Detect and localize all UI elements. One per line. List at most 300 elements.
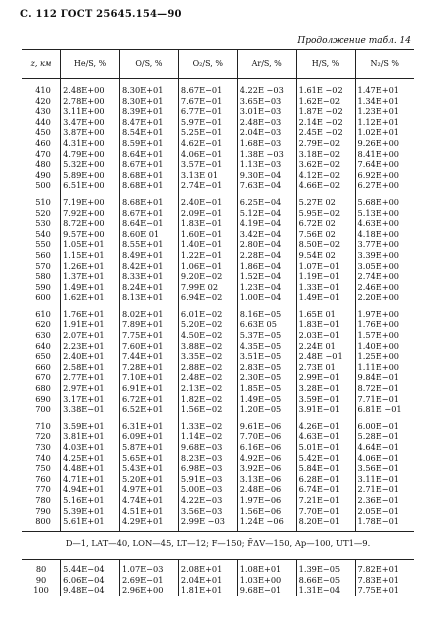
value-cell: 1.12E+01 [355,117,414,128]
value-cell: 1.61E −02 [296,79,355,96]
value-cell: 1.11E+00 [355,362,414,373]
value-cell: 5.61E+01 [61,516,120,531]
value-cell: 4.18E+00 [355,229,414,240]
value-cell: 2.77E+01 [61,372,120,383]
table-row [22,180,414,191]
value-cell: 2.48E−06 [237,484,296,495]
value-cell: 1.76E+01 [61,303,120,320]
value-cell: 4.19E−04 [237,218,296,229]
value-cell: 2.05E−01 [355,506,414,517]
altitude-cell: 470 [35,148,51,159]
altitude-cell: 530 [35,218,51,229]
gas-composition-table-low-altitude [22,559,414,596]
value-cell: 6.94E−02 [178,292,237,303]
value-cell: 6.91E+01 [119,383,178,394]
value-cell: 2.88E−02 [178,362,237,373]
table-row [22,149,414,160]
value-cell: 5.16E+01 [61,495,120,506]
value-cell: 2.20E+00 [355,292,414,303]
value-cell: 8.55E+01 [119,239,178,250]
value-cell: 2.04E−03 [237,127,296,138]
value-cell: 7.21E−01 [296,495,355,506]
value-cell: 4.97E+01 [119,484,178,495]
value-cell: 2.96E+00 [119,585,178,596]
value-cell: 7.67E−01 [178,96,237,107]
value-cell: 2.99E−01 [296,372,355,383]
value-cell: 2.48E+00 [61,79,120,96]
gas-composition-table [22,49,414,532]
value-cell: 2.74E−01 [178,180,237,191]
value-cell: 6.77E−01 [178,106,237,117]
value-cell: 8.16E−05 [237,303,296,320]
value-cell: 2.09E−01 [178,208,237,219]
value-cell: 7.63E−04 [237,180,296,191]
value-cell: 1.07E−03 [119,560,178,575]
value-cell: 7.89E+01 [119,319,178,330]
value-cell: 1.08E+01 [237,560,296,575]
value-cell: 4.31E+00 [61,138,120,149]
value-cell: 4.62E−01 [178,138,237,149]
value-cell: 1.05E+01 [61,239,120,250]
value-cell: 6.72E+01 [119,394,178,405]
altitude-cell: 670 [35,372,51,383]
value-cell: 1.60E−01 [178,229,237,240]
altitude-cell: 620 [35,319,51,330]
altitude-cell: 590 [35,281,51,292]
value-cell: 1.47E+01 [355,79,414,96]
column-header: Ar/S, % [237,50,296,79]
value-cell: 1.33E−01 [296,282,355,293]
value-cell: 3.11E−01 [355,474,414,485]
value-cell: 8.41E+00 [355,149,414,160]
value-cell: 6.09E+01 [119,431,178,442]
altitude-cell: 450 [35,127,51,138]
value-cell: 7.70E−06 [237,431,296,442]
value-cell: 3.38E−01 [61,404,120,415]
value-cell: 6.74E−01 [296,484,355,495]
value-cell: 2.48E−02 [178,372,237,383]
value-cell: 6.31E+01 [119,415,178,432]
value-cell: 3.92E−06 [237,463,296,474]
altitude-cell: 560 [35,249,51,260]
value-cell: 1.14E−02 [178,431,237,442]
altitude-cell: 760 [35,473,51,484]
value-cell: 6.81E −01 [355,404,414,415]
value-cell: 1.39E−05 [296,560,355,575]
altitude-cell: 650 [35,351,51,362]
table-row [22,394,414,405]
value-cell: 1.40E+00 [355,341,414,352]
table-row [22,303,414,320]
column-header: He/S, % [61,50,120,79]
table-row [22,442,414,453]
value-cell: 8.66E−05 [296,575,355,586]
altitude-cell: 790 [35,505,51,516]
value-cell: 8.68E+01 [119,191,178,208]
table-row [22,585,414,596]
table-row [22,330,414,341]
value-cell: 1.20E−05 [237,404,296,415]
value-cell: 1.25E+00 [355,351,414,362]
value-cell: 2.24E 01 [296,341,355,352]
value-cell: 7.71E−01 [355,394,414,405]
altitude-cell: 90 [35,574,47,585]
value-cell: 8.64E+01 [119,149,178,160]
value-cell: 1.83E−01 [178,218,237,229]
value-cell: 2.73E 01 [296,362,355,373]
table-row [22,463,414,474]
value-cell: 2.30E−05 [237,372,296,383]
value-cell: 3.01E−03 [237,106,296,117]
value-cell: 2.80E−04 [237,239,296,250]
table-row [22,239,414,250]
value-cell: 1.87E −02 [296,106,355,117]
value-cell: 2.99E −03 [178,516,237,531]
value-cell: 8.23E−03 [178,453,237,464]
table-row [22,292,414,303]
value-cell: 6.16E−06 [237,442,296,453]
altitude-cell: 630 [35,330,51,341]
value-cell: 8.64E−01 [119,218,178,229]
value-cell: 4.64E−01 [355,442,414,453]
value-cell: 4.22E−03 [178,495,237,506]
altitude-cell: 600 [35,292,51,303]
table-row [22,560,414,575]
value-cell: 1.23E+01 [355,106,414,117]
column-header: O₂/S, % [178,50,237,79]
value-cell: 9.20E−02 [178,271,237,282]
value-cell: 3.59E−01 [296,394,355,405]
table-header-row [22,50,414,79]
value-cell: 4.06E−01 [355,453,414,464]
value-cell: 8.39E+01 [119,106,178,117]
value-cell: 2.13E−02 [178,383,237,394]
column-header: O/S, % [119,50,178,79]
value-cell: 8.20E−01 [296,516,355,531]
value-cell: 1.57E+00 [355,330,414,341]
value-cell: 3.18E−02 [296,149,355,160]
value-cell: 8.68E+01 [119,170,178,181]
value-cell: 1.02E+01 [355,127,414,138]
value-cell: 4.22E −03 [237,79,296,96]
table-row [22,208,414,219]
altitude-cell: 660 [35,361,51,372]
column-header: z, км [22,50,61,79]
value-cell: 1.83E−01 [296,319,355,330]
value-cell: 1.97E+00 [355,303,414,320]
value-cell: 3.39E+00 [355,250,414,261]
value-cell: 1.40E−01 [178,239,237,250]
value-cell: 5.43E+01 [119,463,178,474]
table-row [22,495,414,506]
value-cell: 3.05E+00 [355,261,414,272]
value-cell: 1.49E−01 [296,292,355,303]
value-cell: 5.91E−03 [178,474,237,485]
altitude-cell: 440 [35,116,51,127]
value-cell: 4.29E+01 [119,516,178,531]
value-cell: 8.02E+01 [119,303,178,320]
altitude-cell: 710 [35,420,51,431]
value-cell: 4.25E+01 [61,453,120,464]
value-cell: 8.30E+01 [119,79,178,96]
value-cell: 4.63E+00 [355,218,414,229]
value-cell: 1.22E−01 [178,250,237,261]
value-cell: 6.27E+00 [355,180,414,191]
value-cell: 7.99E 02 [178,282,237,293]
value-cell: 9.84E−01 [355,372,414,383]
value-cell: 7.75E+01 [355,585,414,596]
value-cell: 2.40E−01 [178,191,237,208]
value-cell: 7.70E−01 [296,506,355,517]
column-header: N₂/S % [355,50,414,79]
table-row [22,79,414,96]
value-cell: 3.59E+01 [61,415,120,432]
value-cell: 8.54E+01 [119,127,178,138]
value-cell: 2.03E−01 [296,330,355,341]
value-cell: 5.87E+01 [119,442,178,453]
table-row [22,415,414,432]
altitude-cell: 690 [35,393,51,404]
page-number: С. 112 [20,9,57,20]
table-row [22,96,414,107]
table-row [22,229,414,240]
value-cell: 3.56E−01 [355,463,414,474]
altitude-cell: 740 [35,452,51,463]
value-cell: 7.83E+01 [355,575,414,586]
value-cell: 4.74E+01 [119,495,178,506]
value-cell: 5.84E−01 [296,463,355,474]
altitude-cell: 540 [35,228,51,239]
value-cell: 4.03E+01 [61,442,120,453]
altitude-cell: 460 [35,137,51,148]
table-row [22,404,414,415]
value-cell: 2.74E+00 [355,271,414,282]
altitude-cell: 550 [35,239,51,250]
value-cell: 4.35E−05 [237,341,296,352]
value-cell: 3.77E+00 [355,239,414,250]
table-row [22,261,414,272]
altitude-cell: 100 [33,585,49,596]
value-cell: 5.01E−01 [296,442,355,453]
value-cell: 5.32E+00 [61,159,120,170]
table-row [22,351,414,362]
value-cell: 1.86E−04 [237,261,296,272]
value-cell: 3.47E+00 [61,117,120,128]
table-row [22,506,414,517]
altitude-cell: 680 [35,383,51,394]
value-cell: 1.56E−02 [178,404,237,415]
value-cell: 1.68E−03 [237,138,296,149]
table-row [22,117,414,128]
value-cell: 9.54E 02 [296,250,355,261]
table-row [22,484,414,495]
value-cell: 1.56E−06 [237,506,296,517]
column-header: H/S, % [296,50,355,79]
table-row [22,474,414,485]
value-cell: 7.44E+01 [119,351,178,362]
value-cell: 1.49E+01 [61,282,120,293]
table-row [22,383,414,394]
value-cell: 8.50E−02 [296,239,355,250]
value-cell: 8.67E+01 [119,208,178,219]
value-cell: 8.59E+01 [119,138,178,149]
value-cell: 4.12E−02 [296,170,355,181]
value-cell: 8.68E+01 [119,180,178,191]
value-cell: 3.62E−02 [296,159,355,170]
value-cell: 3.56E−03 [178,506,237,517]
value-cell: 6.98E−03 [178,463,237,474]
value-cell: 5.00E−03 [178,484,237,495]
value-cell: 2.36E−01 [355,495,414,506]
value-cell: 4.92E−06 [237,453,296,464]
page-header [20,9,182,20]
table-row [22,170,414,181]
altitude-cell: 510 [35,196,51,207]
value-cell: 9.26E+00 [355,138,414,149]
value-cell: 2.08E+01 [178,560,237,575]
value-cell: 1.31E−04 [296,585,355,596]
altitude-cell: 80 [35,564,47,574]
value-cell: 5.68E+00 [355,191,414,208]
value-cell: 9.68E−03 [178,442,237,453]
value-cell: 2.69E−01 [119,575,178,586]
value-cell: 1.13E−03 [237,159,296,170]
altitude-cell: 750 [35,463,51,474]
altitude-cell: 720 [35,431,51,442]
value-cell: 3.13E−06 [237,474,296,485]
value-cell: 3.42E−04 [237,229,296,240]
value-cell: 6.06E−04 [61,575,120,586]
table-row [22,106,414,117]
value-cell: 1.85E−05 [237,383,296,394]
value-cell: 6.51E+00 [61,180,120,191]
value-cell: 1.91E+01 [61,319,120,330]
value-cell: 2.46E+00 [355,282,414,293]
altitude-cell: 580 [35,271,51,282]
value-cell: 8.42E+01 [119,261,178,272]
value-cell: 1.06E−01 [178,261,237,272]
value-cell: 6.72E 02 [296,218,355,229]
value-cell: 2.45E −02 [296,127,355,138]
value-cell: 9.68E−01 [237,585,296,596]
value-cell: 1.19E−01 [296,271,355,282]
value-cell: 8.72E+00 [61,218,120,229]
value-cell: 1.62E−02 [296,96,355,107]
value-cell: 1.26E+01 [61,261,120,272]
value-cell: 1.00E−04 [237,292,296,303]
table-row [22,575,414,586]
table-row [22,271,414,282]
altitude-cell: 430 [35,106,51,117]
altitude-cell: 730 [35,442,51,452]
value-cell: 5.39E+01 [61,506,120,517]
value-cell: 3.65E−03 [237,96,296,107]
value-cell: 7.60E+01 [119,341,178,352]
value-cell: 9.57E+00 [61,229,120,240]
value-cell: 5.12E−04 [237,208,296,219]
value-cell: 5.44E−04 [61,560,120,575]
value-cell: 5.42E−01 [296,453,355,464]
table-row [22,191,414,208]
value-cell: 5.37E−05 [237,330,296,341]
value-cell: 5.13E+00 [355,208,414,219]
value-cell: 1.07E−01 [296,261,355,272]
value-cell: 3.91E−01 [296,404,355,415]
value-cell: 7.19E+00 [61,191,120,208]
altitude-cell: 490 [35,169,51,180]
value-cell: 3.35E−02 [178,351,237,362]
table-row [22,282,414,293]
table-row [22,431,414,442]
value-cell: 4.06E−01 [178,149,237,160]
altitude-cell: 770 [35,484,51,495]
altitude-cell: 800 [22,516,61,531]
value-cell: 8.72E−01 [355,383,414,394]
value-cell: 1.33E−02 [178,415,237,432]
value-cell: 7.64E+00 [355,159,414,170]
value-cell: 6.01E−02 [178,303,237,320]
value-cell: 2.40E+01 [61,351,120,362]
value-cell: 7.10E+01 [119,372,178,383]
value-cell: 1.65E 01 [296,303,355,320]
value-cell: 6.63E 05 [237,319,296,330]
value-cell: 6.92E+00 [355,170,414,181]
value-cell: 2.07E+01 [61,330,120,341]
value-cell: 8.60E 01 [119,229,178,240]
value-cell: 3.57E−01 [178,159,237,170]
value-cell: 1.15E+01 [61,250,120,261]
value-cell: 2.23E+01 [61,341,120,352]
value-cell: 4.50E−02 [178,330,237,341]
value-cell: 8.30E+01 [119,96,178,107]
value-cell: 5.65E+01 [119,453,178,464]
table-row [22,250,414,261]
value-cell: 3.13E 01 [178,170,237,181]
value-cell: 8.24E+01 [119,282,178,293]
value-cell: 1.52E−04 [237,271,296,282]
value-cell: 2.58E+01 [61,362,120,373]
value-cell: 2.71E−01 [355,484,414,495]
table-row [22,218,414,229]
value-cell: 2.14E −02 [296,117,355,128]
value-cell: 1.97E−06 [237,495,296,506]
standard-code: ГОСТ 25645.154—90 [60,9,182,20]
value-cell: 1.62E+01 [61,292,120,303]
value-cell: 2.79E−02 [296,138,355,149]
table-row [22,319,414,330]
value-cell: 4.94E+01 [61,484,120,495]
value-cell: 1.24E −06 [237,516,296,531]
altitude-cell: 780 [35,494,51,505]
model-parameters-line: D—1, LAT—40, LON—45, LT—12; F—150; F̄ΔV—150, Ap—100, UT1—9. [65,538,371,548]
value-cell: 2.83E−05 [237,362,296,373]
table-row [22,159,414,170]
table-row [22,341,414,352]
value-cell: 2.48E −01 [296,351,355,362]
table-row [22,372,414,383]
value-cell: 5.97E−01 [178,117,237,128]
value-cell: 1.34E+01 [355,96,414,107]
value-cell: 9.30E−04 [237,170,296,181]
altitude-cell: 700 [35,404,51,415]
value-cell: 6.52E+01 [119,404,178,415]
value-cell: 8.67E−01 [178,79,237,96]
altitude-cell: 570 [35,260,51,271]
value-cell: 2.28E−04 [237,250,296,261]
value-cell: 1.81E+01 [178,585,237,596]
value-cell: 8.33E+01 [119,271,178,282]
value-cell: 9.61E−06 [237,415,296,432]
